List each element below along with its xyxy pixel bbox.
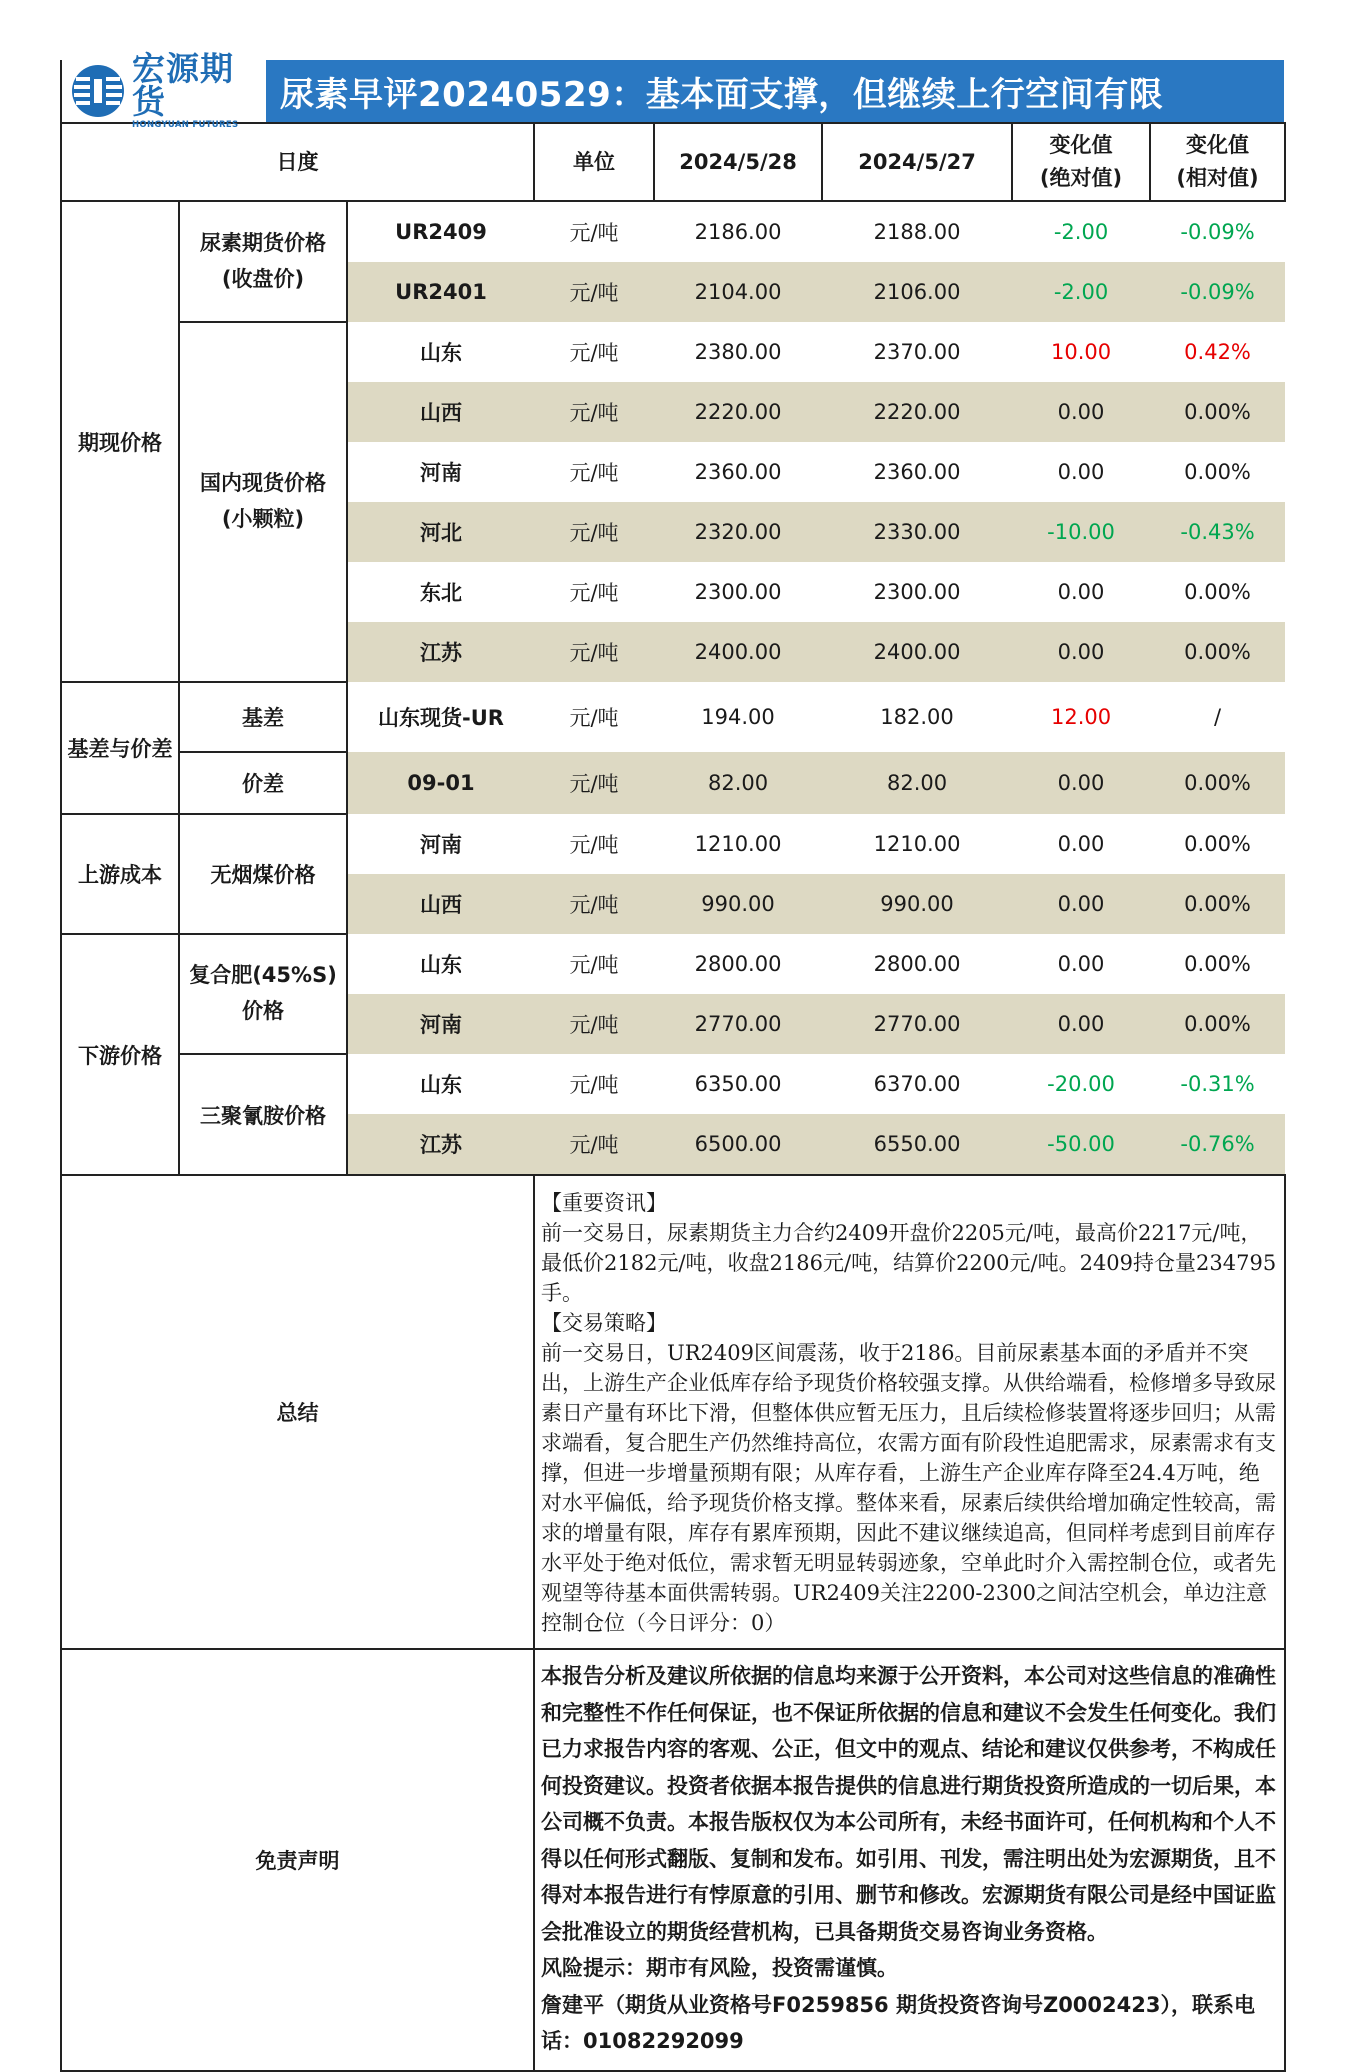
row-item: UR2409 xyxy=(395,220,487,244)
report-sheet xyxy=(60,49,1284,2072)
row-item: 河南 xyxy=(420,833,463,857)
row-rel-change: 0.00% xyxy=(1184,952,1251,976)
header-date2: 2024/5/27 xyxy=(822,123,1012,201)
row-abs-change: 0.00 xyxy=(1012,752,1150,814)
row-rel-change: 0.00% xyxy=(1184,832,1251,856)
disclaimer-content xyxy=(534,1649,1285,2071)
row-unit: 元/吨 xyxy=(534,502,654,562)
row-rel-change: 0.42% xyxy=(1184,340,1251,364)
row-abs-change: 0.00 xyxy=(1012,994,1150,1054)
row-item: 河南 xyxy=(347,994,534,1054)
table-row xyxy=(61,322,1285,382)
row-abs-change: 0.00 xyxy=(1012,622,1150,682)
header-rel-change xyxy=(1150,123,1285,201)
table-row xyxy=(61,682,1285,752)
header-dimension: 日度 xyxy=(61,123,534,201)
summary-news: 前一交易日，尿素期货主力合约2409开盘价2205元/吨，最高价2217元/吨，最低价2182元/吨，收盘2186元/吨，结算价2200元/吨。2409持仓量234795手。 xyxy=(541,1221,1277,1305)
row-value-date2: 2800.00 xyxy=(873,952,961,976)
row-value-date1: 2400.00 xyxy=(654,622,822,682)
row-item: 河北 xyxy=(347,502,534,562)
row-unit: 元/吨 xyxy=(569,341,619,365)
row-abs-change: 0.00 xyxy=(1057,580,1105,604)
subgroup-spot-price xyxy=(179,322,347,682)
row-value-date2: 1210.00 xyxy=(873,832,961,856)
summary-strategy-heading: 【交易策略】 xyxy=(541,1311,668,1335)
row-value-date2: 6550.00 xyxy=(822,1114,1012,1175)
row-item: 江苏 xyxy=(347,622,534,682)
subgroup-basis: 基差 xyxy=(179,682,347,752)
row-unit: 元/吨 xyxy=(534,994,654,1054)
table-header-row xyxy=(61,123,1285,201)
row-value-date1: 2380.00 xyxy=(694,340,782,364)
summary-content xyxy=(534,1175,1285,1649)
row-item: 山东 xyxy=(420,1073,463,1097)
header-abs-change-line2: (绝对值) xyxy=(1039,166,1123,190)
row-value-date2: 990.00 xyxy=(822,874,1012,934)
disclaimer-label: 免责声明 xyxy=(61,1649,534,2071)
row-abs-change: -10.00 xyxy=(1012,502,1150,562)
header-rel-change-line2: (相对值) xyxy=(1176,166,1259,190)
group-spot-futures: 期现价格 xyxy=(61,201,179,682)
company-logo xyxy=(60,49,266,131)
disclaimer-row xyxy=(61,1649,1285,2071)
row-unit: 元/吨 xyxy=(534,382,654,442)
row-value-date1: 2360.00 xyxy=(694,460,782,484)
summary-strategy: 前一交易日，UR2409区间震荡，收于2186。目前尿素基本面的矛盾并不突出，上游生产企业低库存给予现货价格较强支撑。从供给端看，检修增多导致尿素日产量有环比下滑，但整体供应暂无压力，且后续检修装置将逐步回归；从需求端看，复合肥生产仍然维持高位，农需方面有阶段性追肥需求，尿素需求有支撑，但进一步增量预期有限；从库存看，上游生产企业库存降至24.4万吨，绝对水平偏低，给予现货价格支撑。整体来看，尿素后续供给增加确定性较高，需求的增量有限，库存有累库预期，因此不建议继续追高，但同样考虑到目前库存水平处于绝对低位，需求暂无明显转弱迹象，空单此时介入需控制仓位，或者先观望等待基本面供需转弱。UR2409关注2200-2300之间沽空机会，单边注意控制仓位（今日评分：0） xyxy=(541,1341,1277,1635)
row-abs-change: -50.00 xyxy=(1012,1114,1150,1175)
row-value-date2: 2360.00 xyxy=(873,460,961,484)
disclaimer-body: 本报告分析及建议所依据的信息均来源于公开资料，本公司对这些信息的准确性和完整性不作任何保证，也不保证所依据的信息和建议不会发生任何变化。我们已力求报告内容的客观、公正，但文中的观点、结论和建议仅供参考，不构成任何投资建议。投资者依据本报告提供的信息进行期货投资所造成的一切后果，本公司概不负责。本报告版权仅为本公司所有，未经书面许可，任何机构和个人不得以任何形式翻版、复制和发布。如引用、刊发，需注明出处为宏源期货，且不得对本报告进行有悖原意的引用、删节和修改。宏源期货有限公司是经中国证监会批准设立的期货经营机构，已具备期货交易咨询业务资格。 xyxy=(541,1664,1277,1944)
row-item: 09-01 xyxy=(347,752,534,814)
row-value-date1: 1210.00 xyxy=(694,832,782,856)
row-item: 河南 xyxy=(420,461,463,485)
row-item: 山西 xyxy=(347,874,534,934)
header-unit: 单位 xyxy=(534,123,654,201)
row-rel-change: -0.43% xyxy=(1150,502,1285,562)
subgroup-spot-line1: 国内现货价格 xyxy=(200,471,326,496)
row-value-date1: 2300.00 xyxy=(694,580,782,604)
group-downstream: 下游价格 xyxy=(61,934,179,1175)
report-title: 尿素早评20240529：基本面支撑，但继续上行空间有限 xyxy=(266,60,1284,122)
row-unit: 元/吨 xyxy=(534,1114,654,1175)
price-table xyxy=(60,122,1286,2072)
summary-row xyxy=(61,1175,1285,1649)
row-rel-change: -0.09% xyxy=(1150,262,1285,322)
row-item: 江苏 xyxy=(347,1114,534,1175)
subgroup-futures-price xyxy=(179,201,347,322)
row-rel-change: 0.00% xyxy=(1150,622,1285,682)
header-abs-change xyxy=(1012,123,1150,201)
summary-news-heading: 【重要资讯】 xyxy=(541,1191,668,1215)
row-unit: 元/吨 xyxy=(534,262,654,322)
row-value-date2: 2188.00 xyxy=(873,220,961,244)
table-row xyxy=(61,934,1285,994)
row-value-date1: 2320.00 xyxy=(654,502,822,562)
subgroup-anthracite: 无烟煤价格 xyxy=(179,814,347,934)
row-value-date1: 82.00 xyxy=(654,752,822,814)
row-unit: 元/吨 xyxy=(569,833,619,857)
subgroup-compound-line1: 复合肥(45%S) xyxy=(189,963,337,988)
summary-label: 总结 xyxy=(61,1175,534,1649)
subgroup-compound-fertilizer xyxy=(179,934,347,1054)
logo-chinese-name: 宏源期货 xyxy=(132,49,234,122)
row-rel-change: 0.00% xyxy=(1184,460,1251,484)
row-unit: 元/吨 xyxy=(569,1073,619,1097)
row-unit: 元/吨 xyxy=(569,706,619,730)
row-rel-change: 0.00% xyxy=(1150,874,1285,934)
subgroup-futures-line1: 尿素期货价格 xyxy=(200,230,326,255)
row-rel-change: / xyxy=(1213,705,1222,729)
group-basis-spread: 基差与价差 xyxy=(61,682,179,814)
row-rel-change: -0.76% xyxy=(1150,1114,1285,1175)
row-rel-change: 0.00% xyxy=(1150,994,1285,1054)
row-rel-change: 0.00% xyxy=(1184,580,1251,604)
row-item: 山东现货-UR xyxy=(378,706,504,730)
header-abs-change-line1: 变化值 xyxy=(1049,133,1113,158)
analyst-contact: 詹建平（期货从业资格号F0259856 期货投资咨询号Z0002423），联系电话：01082292099 xyxy=(541,1992,1255,2053)
table-row xyxy=(61,752,1285,814)
table-row xyxy=(61,814,1285,874)
subgroup-spread: 价差 xyxy=(179,752,347,814)
row-value-date2: 2370.00 xyxy=(873,340,961,364)
group-upstream: 上游成本 xyxy=(61,814,179,934)
row-value-date1: 2186.00 xyxy=(694,220,782,244)
row-value-date1: 6350.00 xyxy=(694,1072,782,1096)
subgroup-melamine: 三聚氰胺价格 xyxy=(179,1054,347,1175)
row-abs-change: 0.00 xyxy=(1012,382,1150,442)
row-item: 山东 xyxy=(420,953,463,977)
table-row xyxy=(61,201,1285,262)
row-rel-change: 0.00% xyxy=(1150,752,1285,814)
row-value-date2: 2220.00 xyxy=(822,382,1012,442)
row-unit: 元/吨 xyxy=(534,622,654,682)
row-value-date1: 990.00 xyxy=(654,874,822,934)
row-unit: 元/吨 xyxy=(569,581,619,605)
row-value-date1: 2104.00 xyxy=(654,262,822,322)
row-value-date2: 2770.00 xyxy=(822,994,1012,1054)
row-abs-change: 0.00 xyxy=(1057,460,1105,484)
row-item: 山西 xyxy=(347,382,534,442)
row-abs-change: 0.00 xyxy=(1012,874,1150,934)
row-unit: 元/吨 xyxy=(569,461,619,485)
row-value-date1: 6500.00 xyxy=(654,1114,822,1175)
risk-warning: 风险提示：期市有风险，投资需谨慎。 xyxy=(541,1956,899,1980)
row-rel-change: -0.31% xyxy=(1180,1072,1255,1096)
row-item: UR2401 xyxy=(347,262,534,322)
row-value-date2: 2106.00 xyxy=(822,262,1012,322)
header-rel-change-line1: 变化值 xyxy=(1186,133,1250,158)
row-abs-change: 12.00 xyxy=(1050,705,1112,729)
row-item: 东北 xyxy=(420,581,463,605)
hongyuan-logo-icon xyxy=(70,63,126,119)
row-abs-change: 0.00 xyxy=(1057,832,1105,856)
row-value-date2: 6370.00 xyxy=(873,1072,961,1096)
row-unit: 元/吨 xyxy=(569,953,619,977)
row-abs-change: 10.00 xyxy=(1050,340,1112,364)
row-abs-change: 0.00 xyxy=(1057,952,1105,976)
row-value-date2: 2300.00 xyxy=(873,580,961,604)
subgroup-compound-line2: 价格 xyxy=(242,999,284,1023)
row-unit: 元/吨 xyxy=(569,221,619,245)
row-value-date1: 2800.00 xyxy=(694,952,782,976)
row-value-date2: 182.00 xyxy=(880,705,954,729)
header-date1: 2024/5/28 xyxy=(654,123,822,201)
row-value-date1: 2770.00 xyxy=(654,994,822,1054)
row-rel-change: 0.00% xyxy=(1150,382,1285,442)
row-value-date2: 2400.00 xyxy=(822,622,1012,682)
logo-english-name: HONGYUAN FUTURES xyxy=(132,120,239,131)
table-row xyxy=(61,1054,1285,1114)
row-abs-change: -2.00 xyxy=(1053,220,1109,244)
row-rel-change: -0.09% xyxy=(1180,220,1255,244)
row-unit: 元/吨 xyxy=(534,752,654,814)
row-abs-change: -20.00 xyxy=(1047,1072,1115,1096)
row-item: 山东 xyxy=(420,341,463,365)
subgroup-futures-line2: (收盘价) xyxy=(221,266,305,291)
row-abs-change: -2.00 xyxy=(1012,262,1150,322)
subgroup-spot-line2: (小颗粒) xyxy=(221,507,305,531)
row-value-date2: 82.00 xyxy=(822,752,1012,814)
report-banner xyxy=(60,49,1284,131)
row-value-date2: 2330.00 xyxy=(822,502,1012,562)
row-unit: 元/吨 xyxy=(534,874,654,934)
row-value-date1: 2220.00 xyxy=(654,382,822,442)
row-value-date1: 194.00 xyxy=(701,705,775,729)
